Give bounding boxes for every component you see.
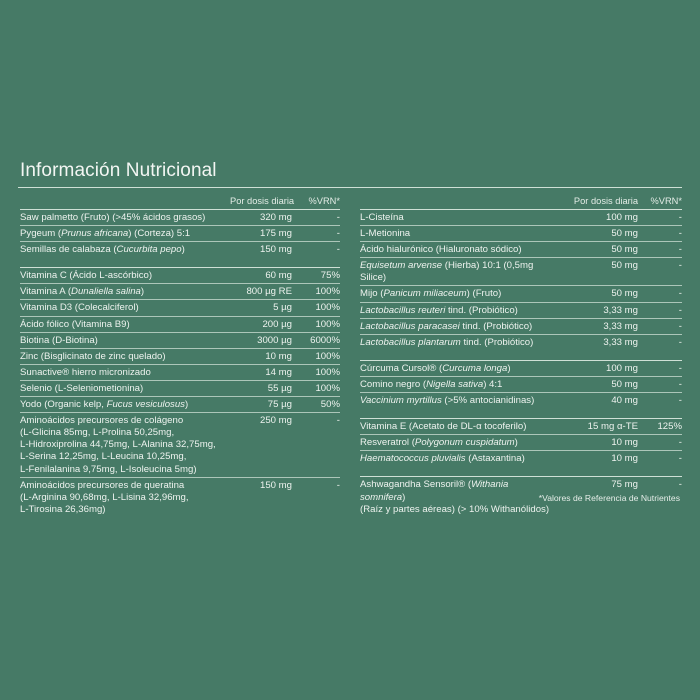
- nutrient-vrn: 100%: [315, 286, 340, 298]
- page-title: Información Nutricional: [20, 160, 217, 181]
- nutrient-vrn: -: [678, 453, 682, 465]
- nutrient-name: Pygeum (Prunus africana) (Corteza) 5:1: [20, 228, 191, 240]
- nutrient-amount: 320 mg: [260, 212, 292, 223]
- nutrient-row: [20, 333, 340, 349]
- nutrient-row: [360, 242, 682, 258]
- nutrient-name: Zinc (Bisglicinato de zinc quelado): [20, 350, 166, 362]
- footnote: *Valores de Referencia de Nutrientes: [538, 493, 680, 503]
- nutrient-vrn: 50%: [320, 399, 340, 411]
- nutrient-row: [20, 397, 340, 413]
- nutrient-row: [360, 319, 682, 335]
- nutrient-row: [20, 284, 340, 300]
- nutrient-name: Resveratrol (Polygonum cuspidatum): [360, 437, 518, 449]
- nutrient-amount: 3000 µg: [257, 334, 292, 346]
- nutrient-vrn: -: [678, 479, 682, 491]
- nutrient-name: Sunactive® hierro micronizado: [20, 366, 151, 378]
- header-amount: Por dosis diaria: [573, 196, 638, 206]
- nutrient-vrn: -: [678, 304, 682, 316]
- nutrient-vrn: -: [336, 212, 340, 223]
- nutrient-vrn: 100%: [315, 350, 340, 362]
- nutrient-amount: 40 mg: [611, 395, 638, 407]
- nutrient-name: Ácido fólico (Vitamina B9): [20, 318, 130, 330]
- nutrient-amount: 15 mg α-TE: [587, 421, 638, 433]
- nutrient-name: Ashwagandha Sensoril® (Withania somnifera) (Raíz y partes aéreas) (> 10% Withanólidos): [360, 479, 550, 515]
- nutrient-name: Saw palmetto (Fruto) (>45% ácidos grasos): [20, 212, 206, 223]
- nutrient-row: [360, 451, 682, 466]
- nutrient-name: Lactobacillus plantarum tind. (Probiótico): [360, 336, 534, 348]
- nutrient-row: [20, 381, 340, 397]
- nutrient-row: [20, 226, 340, 242]
- nutrient-amount: 50 mg: [611, 378, 638, 390]
- nutrient-amount: 50 mg: [611, 244, 638, 256]
- nutrient-vrn: -: [678, 437, 682, 449]
- nutrient-amount: 75 µg: [267, 399, 292, 411]
- nutrient-row: [20, 210, 340, 226]
- nutrient-amount: 50 mg: [611, 228, 638, 240]
- title-divider: [18, 187, 682, 188]
- nutrient-group: [360, 209, 682, 350]
- nutrient-row: [20, 349, 340, 365]
- nutrient-name: Haematococcus pluvialis (Astaxantina): [360, 453, 525, 465]
- nutrient-row: [360, 226, 682, 242]
- nutrient-row: [360, 361, 682, 377]
- header-vrn: %VRN*: [308, 196, 340, 206]
- nutrient-vrn: 100%: [315, 382, 340, 394]
- nutrient-amount: 100 mg: [606, 212, 638, 223]
- nutrient-vrn: -: [678, 288, 682, 300]
- nutrient-name: Vaccinium myrtillus (>5% antocianidinas): [360, 395, 535, 407]
- nutrient-row: [360, 303, 682, 319]
- nutrition-table-left: [20, 193, 340, 527]
- nutrient-name: Equisetum arvense (Hierba) 10:1 (0,5mg Silice): [360, 260, 534, 284]
- nutrient-vrn: -: [336, 244, 340, 256]
- nutrient-vrn: 75%: [320, 270, 340, 282]
- table-header: [360, 193, 682, 209]
- nutrient-group: [20, 267, 340, 517]
- nutrient-vrn: -: [678, 336, 682, 348]
- nutrient-vrn: 100%: [315, 318, 340, 330]
- nutrient-amount: 55 µg: [267, 382, 292, 394]
- nutrient-vrn: 100%: [315, 366, 340, 378]
- nutrient-amount: 150 mg: [260, 244, 292, 256]
- nutrient-amount: 100 mg: [606, 362, 638, 374]
- nutrient-vrn: -: [678, 378, 682, 390]
- nutrient-amount: 175 mg: [260, 228, 292, 240]
- nutrient-name: Aminoácidos precursores de queratina (L-Arginina 90,68mg, L-Lisina 32,96mg, L-Tirosina 26,36mg): [20, 479, 189, 515]
- nutrient-name: Lactobacillus paracasei tind. (Probiótico): [360, 320, 533, 332]
- nutrient-amount: 3,33 mg: [603, 304, 638, 316]
- table-header: [20, 193, 340, 209]
- header-vrn: %VRN*: [650, 196, 682, 206]
- nutrient-amount: 10 mg: [265, 350, 292, 362]
- nutrient-amount: 3,33 mg: [603, 320, 638, 332]
- nutrient-amount: 200 µg: [262, 318, 292, 330]
- nutrient-row: [20, 478, 340, 517]
- nutrient-amount: 150 mg: [260, 479, 292, 491]
- nutrient-amount: 50 mg: [611, 288, 638, 300]
- nutrient-name: Vitamina E (Acetato de DL-α tocoferilo): [360, 421, 527, 433]
- nutrient-row: [360, 393, 682, 408]
- nutrient-row: [360, 335, 682, 350]
- header-amount: Por dosis diaria: [230, 196, 295, 206]
- nutrient-vrn: -: [336, 228, 340, 240]
- nutrient-name: Semillas de calabaza (Cucurbita pepo): [20, 244, 185, 256]
- nutrition-table-right: [360, 193, 682, 527]
- nutrient-row: [20, 365, 340, 381]
- nutrient-vrn: -: [336, 479, 340, 491]
- nutrient-name: Ácido hialurónico (Hialuronato sódico): [360, 244, 522, 256]
- nutrient-vrn: 6000%: [310, 334, 340, 346]
- nutrient-group: [20, 209, 340, 257]
- nutrient-name: Aminoácidos precursores de colágeno (L-Glicina 85mg, L-Prolina 50,25mg, L-Hidroxiprolina 44,75mg, L-Alanina 32,75mg, L-Serina 12,25mg, L-Leucina 10,25mg, L-Fenilalanina 9,75mg, L-Isoleucina 5mg): [20, 415, 216, 475]
- nutrient-vrn: -: [678, 260, 682, 272]
- nutrient-row: [360, 258, 682, 286]
- nutrient-amount: 3,33 mg: [603, 336, 638, 348]
- nutrient-name: L-Cisteína: [360, 212, 404, 223]
- nutrient-amount: 60 mg: [265, 270, 292, 282]
- nutrient-row: [20, 300, 340, 316]
- nutrient-amount: 10 mg: [611, 437, 638, 449]
- nutrient-amount: 14 mg: [265, 366, 292, 378]
- nutrient-vrn: -: [678, 362, 682, 374]
- nutrient-name: Vitamina D3 (Colecalciferol): [20, 302, 139, 314]
- nutrient-name: Selenio (L-Selenіometionina): [20, 382, 144, 394]
- nutrient-name: Yodo (Organic kelp, Fucus vesiculosus): [20, 399, 189, 411]
- nutrient-row: [360, 286, 682, 302]
- nutrient-amount: 5 µg: [273, 302, 292, 314]
- nutrient-group: [360, 418, 682, 466]
- nutrient-amount: 10 mg: [611, 453, 638, 465]
- nutrient-group: [360, 360, 682, 408]
- nutrient-name: Mijo (Panicum miliaceum) (Fruto): [360, 288, 502, 300]
- nutrient-vrn: -: [336, 415, 340, 427]
- nutrient-vrn: -: [678, 395, 682, 407]
- nutrient-row: [20, 242, 340, 257]
- nutrient-name: Lactobacillus reuteri tind. (Probiótico): [360, 304, 518, 316]
- nutrient-name: Vitamina A (Dunaliella salina): [20, 286, 145, 298]
- nutrient-row: [20, 268, 340, 284]
- nutrient-vrn: -: [678, 244, 682, 256]
- nutrient-amount: 75 mg: [611, 479, 638, 491]
- nutrient-name: L-Metionina: [360, 228, 411, 240]
- nutrient-row: [360, 419, 682, 435]
- nutrient-vrn: -: [678, 320, 682, 332]
- nutrient-name: Vitamina C (Ácido L-ascórbico): [20, 270, 153, 282]
- nutrient-name: Cúrcuma Cursol® (Curcuma longa): [360, 362, 511, 374]
- nutrient-row: [20, 413, 340, 477]
- nutrient-name: Biotina (D-Biotina): [20, 334, 98, 346]
- nutrient-row: [360, 377, 682, 393]
- nutrient-amount: 250 mg: [260, 415, 292, 427]
- nutrient-amount: 800 µg RE: [246, 286, 292, 298]
- nutrient-vrn: 100%: [315, 302, 340, 314]
- nutrient-vrn: -: [678, 228, 682, 240]
- nutrient-row: [20, 317, 340, 333]
- nutrient-row: [360, 435, 682, 451]
- nutrient-amount: 50 mg: [611, 260, 638, 272]
- nutrient-row: [360, 210, 682, 226]
- nutrient-name: Comino negro (Nigella sativa) 4:1: [360, 378, 503, 390]
- nutrient-vrn: -: [678, 212, 682, 223]
- nutrient-vrn: 125%: [657, 421, 682, 433]
